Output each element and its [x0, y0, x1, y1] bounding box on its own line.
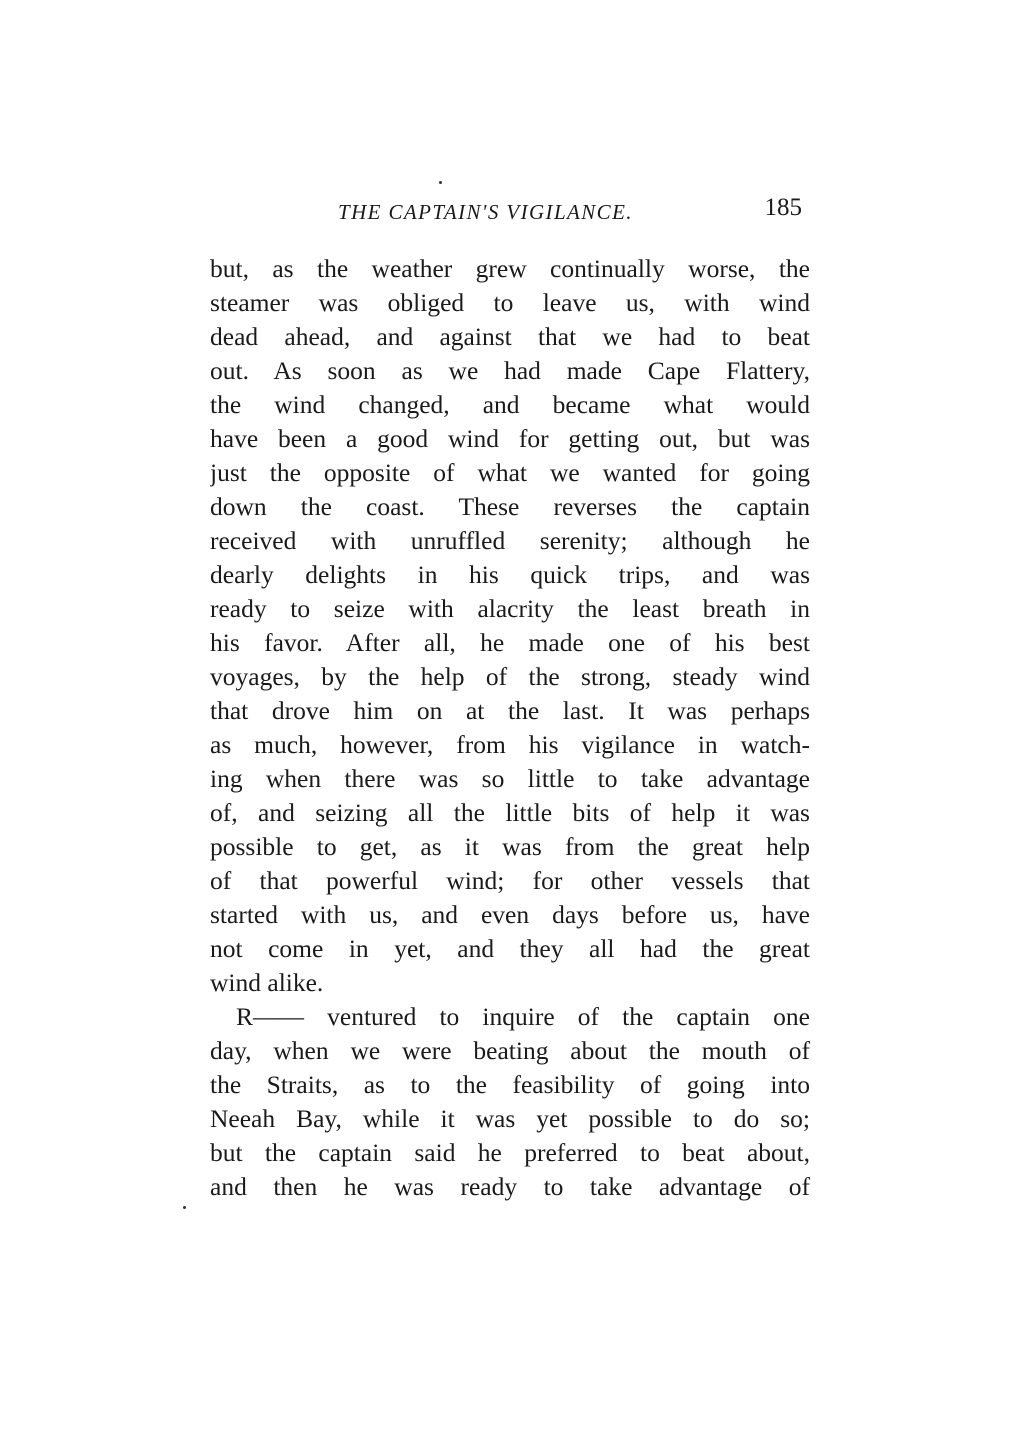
text-line: his favor. After all, he made one of his best — [210, 628, 810, 657]
text-line: the Straits, as to the feasibility of going into — [210, 1070, 810, 1099]
text-line: R—— ventured to inquire of the captain one — [236, 1002, 810, 1031]
text-line: and then he was ready to take advantage of — [210, 1172, 810, 1201]
text-line: of that powerful wind; for other vessels that — [210, 866, 810, 895]
text-line: dead ahead, and against that we had to beat — [210, 322, 810, 351]
text-line: started with us, and even days before us, have — [210, 900, 810, 929]
page-number: 185 — [764, 194, 802, 221]
text-line: received with unruffled serenity; although he — [210, 526, 810, 555]
text-line: day, when we were beating about the mouth of — [210, 1036, 810, 1065]
text-line: of, and seizing all the little bits of help it was — [210, 798, 810, 827]
text-line: but, as the weather grew continually worse, the — [210, 254, 810, 283]
text-line: but the captain said he preferred to beat about, — [210, 1138, 810, 1167]
text-line: steamer was obliged to leave us, with wind — [210, 288, 810, 317]
text-line: as much, however, from his vigilance in watch- — [210, 730, 810, 759]
paragraph-2 — [210, 1000, 810, 1204]
print-speck — [439, 181, 442, 184]
running-head: THE CAPTAIN'S VIGILANCE. — [338, 200, 633, 224]
text-line: dearly delights in his quick trips, and was — [210, 560, 810, 589]
text-line: out. As soon as we had made Cape Flattery, — [210, 356, 810, 385]
text-line: ing when there was so little to take advantage — [210, 764, 810, 793]
text-line: voyages, by the help of the strong, steady wind — [210, 662, 810, 691]
text-line: wind alike. — [210, 968, 324, 997]
text-line: down the coast. These reverses the captain — [210, 492, 810, 521]
page-header — [210, 194, 810, 234]
text-line: ready to seize with alacrity the least breath in — [210, 594, 810, 623]
text-line: Neeah Bay, while it was yet possible to do so; — [210, 1104, 810, 1133]
body-text — [210, 252, 810, 1204]
text-line: possible to get, as it was from the great help — [210, 832, 810, 861]
text-line: the wind changed, and became what would — [210, 390, 810, 419]
text-line: that drove him on at the last. It was perhaps — [210, 696, 810, 725]
text-line: have been a good wind for getting out, but was — [210, 424, 810, 453]
print-speck — [183, 1206, 186, 1209]
text-line: not come in yet, and they all had the great — [210, 934, 810, 963]
paragraph-1 — [210, 252, 810, 1000]
text-line: just the opposite of what we wanted for going — [210, 458, 810, 487]
